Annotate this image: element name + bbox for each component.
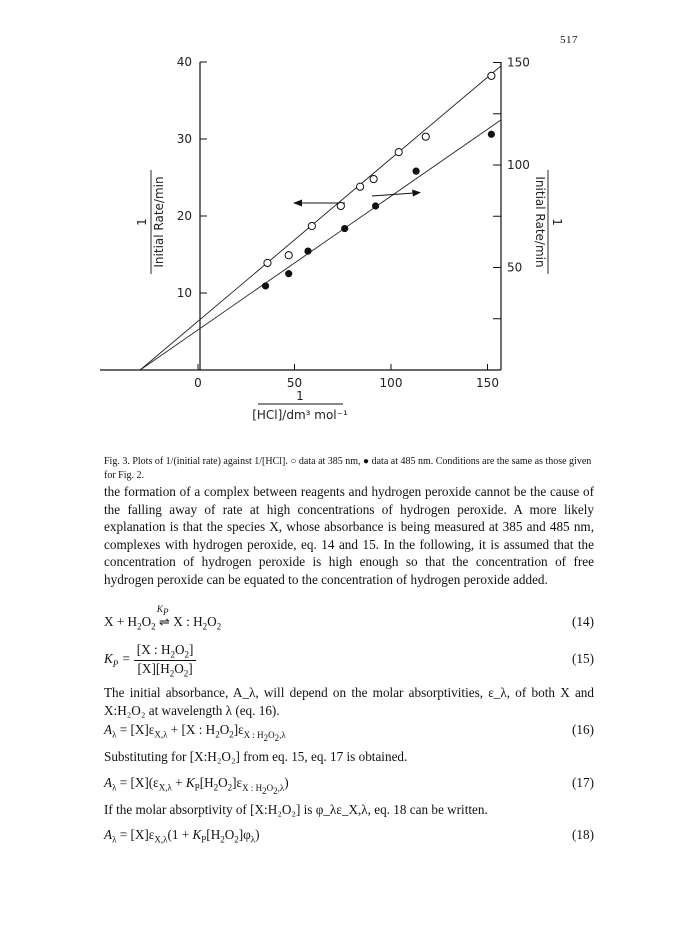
right-y-tick-label: 50: [507, 260, 523, 275]
left-y-tick-label: 30: [176, 132, 192, 146]
paragraph-4: If the molar absorptivity of [X:H₂O₂] is φ_λε_X,λ, eq. 18 can be written.: [104, 802, 488, 817]
left-y-label-numerator: 1: [135, 218, 149, 226]
left-y-tick-label: 10: [176, 286, 192, 300]
data-point-385nm: [357, 183, 364, 190]
left-y-label-denominator: Initial Rate/min: [152, 176, 166, 268]
left-y-tick-label: 40: [176, 55, 192, 69]
data-point-385nm: [337, 202, 344, 209]
equation-18: $A_\lambda = [X]\varepsilon_{X,\lambda}(1 + K_P[H_2O_2]\varphi_\lambda)$ (18): [104, 827, 594, 845]
right-y-tick-label: 100: [507, 158, 530, 172]
equation-14: $X + H_2O_2$ ⇌ $K_P$ X : $H_2O_2$ (14): [104, 604, 594, 632]
paragraph-3: Substituting for [X:H₂O₂] from eq. 15, eq. 17 is obtained.: [104, 749, 408, 764]
data-point-485nm: [488, 131, 495, 138]
left-y-axis-label: [135, 170, 166, 274]
x-tick-label: 50: [286, 376, 303, 390]
left-y-tick-label: 20: [176, 209, 192, 223]
figure-3-chart: [0, 0, 680, 450]
figure-caption: Fig. 3. Plots of 1/(initial rate) against 1/[HCl]. ○ data at 385 nm, ● data at 485 nm. Conditions are the same as those given for Fig. 2.: [104, 456, 592, 481]
data-point-385nm: [308, 222, 315, 229]
equation-17: $A_\lambda = [X](\varepsilon_{X,\lambda} + K_P[H_2O_2]\varepsilon_{X : H_2O_2,\lambda})$ (17): [104, 775, 594, 796]
paragraph-1: the formation of a complex between reagents and hydrogen peroxide cannot be the cause of the falling away of rate at high concentrations of hydrogen peroxide. A more likely explanation is that the species X, whose absorbance is being measured at 385 and 485 nm, complexes with hydrogen peroxide, eq. 14 and 15. In the following, it is assumed that the concentration of hydrogen peroxide is high enough so that the concentration of free hydrogen peroxide can be equated to the concentration of hydrogen peroxide added.: [104, 484, 594, 587]
fit-line-right: [140, 120, 501, 370]
data-point-485nm: [262, 282, 269, 289]
data-point-385nm: [264, 259, 271, 266]
right-y-axis-label: [533, 170, 564, 274]
x-axis-label-denominator: [HCl]/dm³ mol⁻¹: [252, 408, 348, 422]
data-point-385nm: [370, 175, 377, 182]
equation-16: $A_\lambda = [X]\varepsilon_{X,\lambda} + [X$ : $H_2O_2]\varepsilon_{X : H_2O_2,\lambda}$ (16): [104, 722, 594, 743]
x-axis-label-numerator: 1: [296, 389, 304, 403]
eq18-number: (18): [572, 827, 594, 842]
data-point-385nm: [395, 148, 402, 155]
data-point-385nm: [422, 133, 429, 140]
right-y-label-denominator: Initial Rate/min: [533, 176, 547, 268]
eq16-number: (16): [572, 722, 594, 737]
page-number: 517: [560, 34, 578, 46]
x-tick-label: 100: [379, 376, 403, 390]
data-point-385nm: [285, 252, 292, 259]
data-point-385nm: [488, 72, 495, 79]
right-y-tick-label: 150: [507, 55, 530, 70]
data-point-485nm: [341, 225, 348, 232]
data-point-485nm: [304, 248, 311, 255]
data-point-485nm: [285, 270, 292, 277]
arrow-right-axis: [372, 193, 414, 196]
eq15-number: (15): [572, 651, 594, 666]
data-point-485nm: [372, 202, 379, 209]
data-point-485nm: [412, 168, 419, 175]
eq14-number: (14): [572, 614, 594, 629]
eq17-number: (17): [572, 775, 594, 790]
equation-15: $K_P$ = $\frac{[X : H_2O_2]}{[X][H_2O_2]}$ (15): [104, 642, 594, 679]
x-tick-label: 150: [476, 376, 499, 390]
arrowhead-right: [412, 190, 421, 197]
right-y-label-numerator: 1: [550, 218, 564, 226]
fit-line-left: [140, 66, 501, 370]
paragraph-2: The initial absorbance, A_λ, will depend on the molar absorptivities, ε_λ, of both X and X:H₂O₂ at wavelength λ (eq. 16).: [104, 685, 594, 718]
arrowhead-left: [293, 200, 302, 207]
x-tick-label: 0: [194, 376, 202, 390]
